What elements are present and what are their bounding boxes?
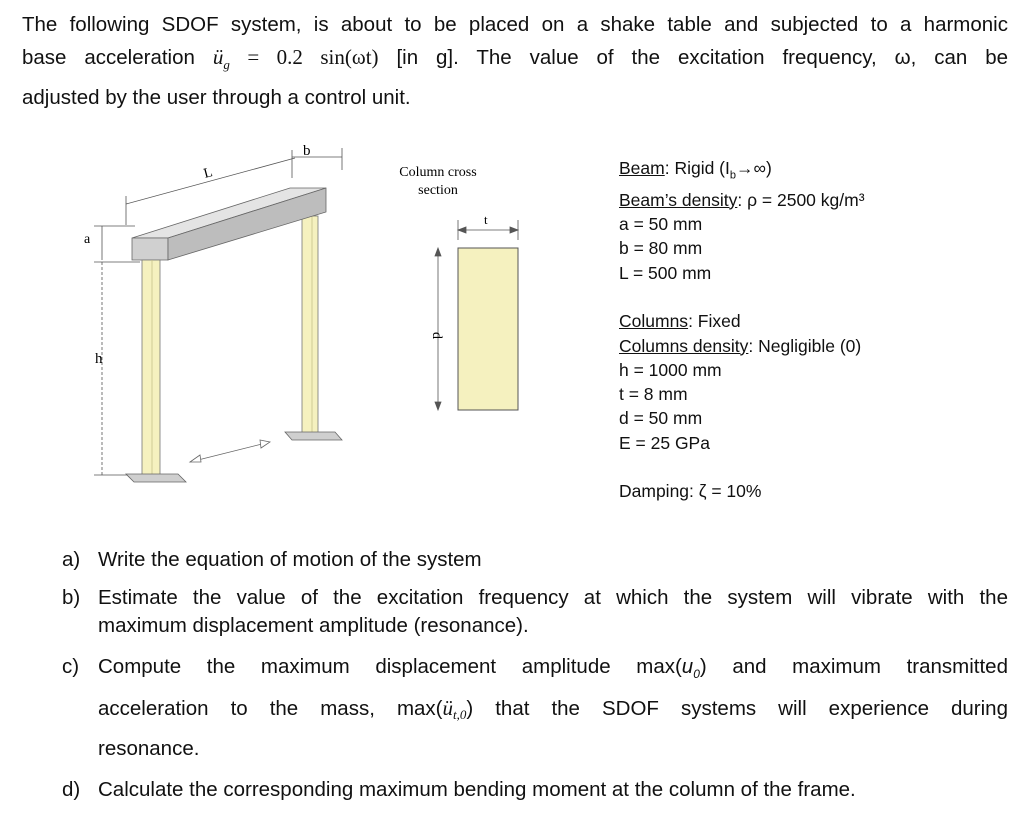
b-dimension <box>292 148 342 170</box>
question-d <box>62 776 1008 804</box>
question-text-line-2: maximum displacement amplitude (resonance). <box>98 614 529 637</box>
question-label: a) <box>62 548 81 571</box>
a-value: a = 50 mm <box>619 214 703 235</box>
column-front-left <box>126 260 186 482</box>
text-segment: ) and maximum transmitted <box>699 655 1008 678</box>
beam-value: : Rigid (I <box>664 158 730 178</box>
columns-value: : Fixed <box>688 311 741 332</box>
columns-row <box>619 309 865 333</box>
question-b <box>62 584 1008 640</box>
d-label: d <box>429 332 444 339</box>
beam-row <box>619 156 865 188</box>
acceleration-symbol: ü <box>442 696 453 721</box>
columns-density-label: Columns density <box>619 335 749 356</box>
question-label: c) <box>62 655 80 678</box>
equation-variable: ü <box>212 45 224 69</box>
b-value: b = 80 mm <box>619 238 703 259</box>
t-label: t <box>484 212 488 227</box>
beam-density-value: : ρ = 2500 kg/m³ <box>737 189 865 210</box>
question-text-line-2 <box>98 691 1008 732</box>
frame-figure <box>80 140 560 500</box>
question-text-line-3: resonance. <box>98 737 200 761</box>
question-a <box>62 546 1008 574</box>
d-dimension <box>435 248 441 410</box>
beam-density-label: Beam’s density <box>619 189 738 210</box>
h-label: h <box>95 351 103 367</box>
text-segment: acceleration to the mass, max( <box>98 697 443 721</box>
rigid-beam <box>132 188 326 260</box>
b-label: b <box>303 143 311 159</box>
base-motion-arrow <box>190 440 270 462</box>
columns-label: Columns <box>619 311 689 332</box>
intro-line-1: The following SDOF system, is about to be placed on a shake table and subjected to a harmonic <box>22 13 1008 36</box>
questions-list <box>62 546 1008 814</box>
t-value: t = 8 mm <box>619 384 688 405</box>
column-back-right <box>285 216 342 440</box>
question-text-line-1 <box>98 650 1008 691</box>
properties-list <box>619 156 865 504</box>
u0-symbol: u <box>681 655 694 678</box>
columns-density-value: : Negligible (0) <box>748 335 862 356</box>
intro-line-3: adjusted by the user through a control unit. <box>22 86 411 110</box>
equation-rhs: = 0.2 sin(ωt) <box>247 45 379 69</box>
question-text-line-1: Estimate the value of the excitation frequency at which the system will vibrate with the <box>98 586 1008 609</box>
u0-subscript: 0 <box>693 667 700 682</box>
intro-line-2 <box>22 41 1008 81</box>
question-text: Write the equation of motion of the system <box>98 548 482 571</box>
base-acceleration-equation <box>212 45 379 73</box>
section-title-line-2: section <box>418 183 458 198</box>
columns-density-row <box>619 334 865 358</box>
equation-subscript: g <box>223 57 230 73</box>
intro-line-2-b: [in g]. The value of the excitation frequency, ω, can be <box>396 46 1009 69</box>
text-segment: ) that the SDOF systems will experience during <box>466 697 1008 721</box>
L-label: L <box>202 165 215 182</box>
beam-tail: →∞) <box>736 158 772 178</box>
beam-sub: b <box>729 169 736 182</box>
section-title-line-1: Column cross <box>399 165 477 180</box>
damping-value: Damping: ζ = 10% <box>619 481 762 502</box>
L-value: L = 500 mm <box>619 262 712 283</box>
beam-density-row <box>619 188 865 212</box>
acceleration-subscript: t,0 <box>453 707 467 723</box>
a-label: a <box>84 232 91 247</box>
problem-statement <box>22 8 1008 114</box>
E-value: E = 25 GPa <box>619 432 710 453</box>
question-text: Calculate the corresponding maximum bending moment at the column of the frame. <box>98 778 856 802</box>
d-value: d = 50 mm <box>619 408 703 429</box>
t-dimension <box>458 220 518 240</box>
intro-line-2-a: base acceleration <box>22 46 195 69</box>
column-section-rect <box>458 248 518 410</box>
question-label: b) <box>62 586 81 609</box>
beam-label: Beam <box>619 158 665 178</box>
a-dimension <box>94 226 135 260</box>
question-label: d) <box>62 778 81 802</box>
question-c <box>62 650 1008 766</box>
h-value: h = 1000 mm <box>619 359 722 380</box>
text-segment: Compute the maximum displacement amplitude max( <box>98 655 682 678</box>
h-dimension <box>94 262 140 475</box>
